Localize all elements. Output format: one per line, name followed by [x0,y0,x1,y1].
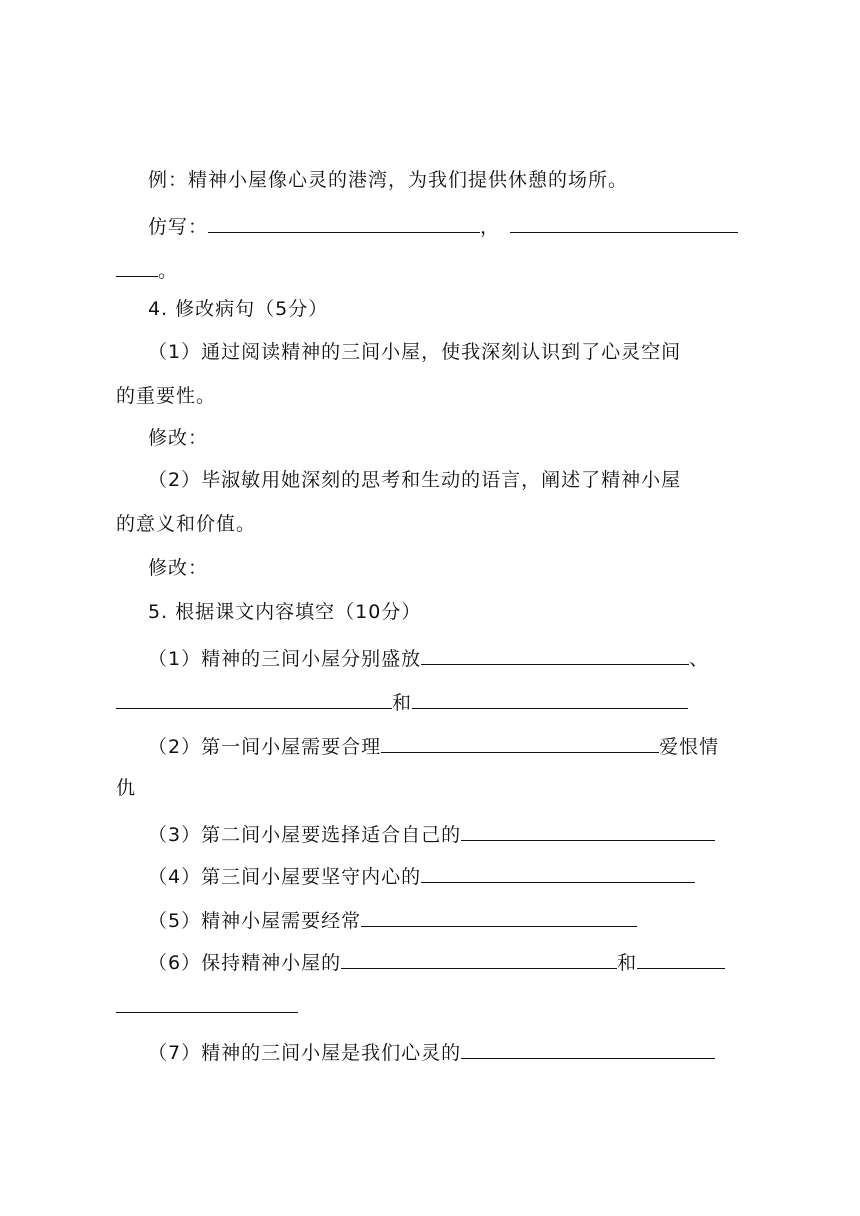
imitate-blank-3[interactable] [116,256,158,277]
q5-1-he: 和 [392,692,413,714]
q5-7-line [148,1038,715,1065]
q5-7-blank[interactable] [461,1038,715,1059]
q5-5-blank[interactable] [361,906,637,927]
q5-2-text: （2）第一间小屋需要合理 [148,736,382,758]
q5-1-blank-2[interactable] [116,688,392,709]
imitate-blank-2[interactable] [510,212,738,233]
q5-4-blank[interactable] [421,862,695,883]
q5-6-line-b [116,992,298,1019]
q5-6-blank-3[interactable] [116,992,298,1013]
imitate-period: 。 [158,260,179,282]
q5-6-he: 和 [617,952,638,974]
q5-7-text: （7）精神的三间小屋是我们心灵的 [148,1042,462,1064]
q5-1-text: （1）精神的三间小屋分别盛放 [148,648,422,670]
q5-6-text: （6）保持精神小屋的 [148,952,342,974]
q5-6-blank-1[interactable] [341,948,617,969]
q5-6-line-a [148,948,725,975]
q5-3-blank[interactable] [461,820,715,841]
q5-2-line-a [148,732,719,759]
q4-title: 4. 修改病句（5分） [148,298,329,320]
q5-title: 5. 根据课文内容填空（10分） [148,601,422,623]
q5-1-line-b [116,688,688,715]
q5-2-tail: 爱恨情 [659,736,720,758]
imitate-line [148,212,738,239]
q5-4-line [148,862,695,889]
q5-2-line-b: 仇 [116,777,137,799]
q5-5-text: （5）精神小屋需要经常 [148,910,362,932]
example-sentence: 例：精神小屋像心灵的港湾，为我们提供休憩的场所。 [148,169,629,191]
q5-1-blank-3[interactable] [412,688,688,709]
q5-3-line [148,820,715,847]
imitate-label: 仿写： [148,216,209,238]
q4-1-line-a: （1）通过阅读精神的三间小屋，使我深刻认识到了心灵空间 [148,341,682,363]
q5-5-line [148,906,637,933]
q5-2-blank[interactable] [381,732,659,753]
q5-4-text: （4）第三间小屋要坚守内心的 [148,866,422,888]
q5-1-dun: 、 [689,648,710,670]
q4-1-line-b: 的重要性。 [116,385,217,407]
q4-1-revise-label: 修改： [148,427,209,449]
q4-2-line-a: （2）毕淑敏用她深刻的思考和生动的语言，阐述了精神小屋 [148,469,682,491]
imitate-comma: ， [480,216,501,238]
imitate-blank-1[interactable] [208,212,480,233]
q4-2-line-b: 的意义和价值。 [116,513,257,535]
q5-6-blank-2[interactable] [637,948,725,969]
q4-2-revise-label: 修改： [148,557,209,579]
q5-1-line-a [148,644,709,671]
q5-3-text: （3）第二间小屋要选择适合自己的 [148,824,462,846]
imitate-line-cont [116,256,178,283]
q5-1-blank-1[interactable] [421,644,689,665]
